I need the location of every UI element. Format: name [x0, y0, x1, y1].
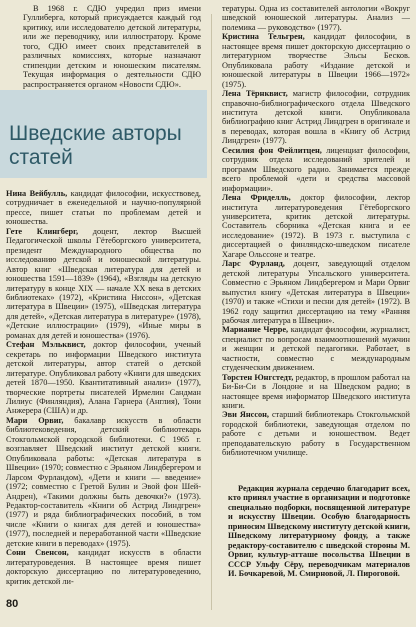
author-entry — [6, 340, 201, 416]
author-bios-left — [6, 189, 201, 586]
author-entry — [222, 4, 410, 32]
author-entry — [222, 146, 410, 193]
author-entry — [222, 89, 410, 146]
editorial-acknowledgement — [228, 484, 410, 579]
author-bios-right — [222, 0, 410, 458]
author-entry — [6, 227, 201, 340]
author-entry — [222, 32, 410, 89]
author-name: Мари Орвиг, — [6, 415, 64, 425]
author-entry — [6, 416, 201, 548]
column-divider — [211, 14, 212, 610]
intro-block — [0, 0, 201, 89]
author-description: кандидат искусств в области литературоведения. В настоящее время пишет докторскую диссертацию по литературоведению, критик детской ли- — [6, 548, 202, 586]
author-name: Лена Фриделль, — [222, 193, 291, 203]
author-name: Лена Тёрнквист, — [222, 89, 288, 99]
page-number: 80 — [6, 598, 19, 610]
editorial-note: Редакция журнала сердечно благодарит всех, кто принял участие в организации и подготовке специально подборки, посвященной литературе и искусству Швеции. Особую благодарность приносим Шведскому институту детской книги, Шведскому литературному фонду, а также редактору-составителю с шведской стороны М. Орвиг, культур-атташе посольства Швеции в СССР Ульфу Сёру, переводчикам материалов И. Бочкаревой, М. Смирновой, Л. Пироговой. — [228, 484, 410, 579]
author-name: Торстен Юнгстедт, — [222, 372, 294, 382]
author-description: кандидат философии, искусствовед, сотрудничает в еженедельной и научно-популярной прессе, пишет статьи по проблемам детей и юношества. — [6, 189, 202, 227]
author-description: магистр философии, сотрудник справочно-библиографического отдела Шведского института детской книги. Опубликовала библиографию книг Астрид Линдгрен в оригинале и в переводах, которая вошла в «Книгу об Астрид Линдгрен» (1977). — [222, 89, 410, 146]
author-name: Нина Вейбулль, — [6, 189, 68, 198]
author-entry — [222, 410, 410, 457]
left-column — [0, 0, 202, 89]
author-entry — [222, 193, 410, 259]
author-entry — [6, 189, 201, 227]
author-name: Сони Свенсон, — [6, 548, 69, 558]
author-description: доктор философии, лектор института литературоведения Гётеборгского университета, критик детской литературы. Составитель сборника «Детская книга и ее исследование» (1972). В 1973 г. выступила с диссертацией о финляндско-шведском писателе Хагаре Ольссоне и театре. — [222, 193, 410, 259]
author-description: доцент, лектор Высшей Педагогической школы Гётеборгского университета, президент Международного общества по исследованию детской и юношеской литературы. Автор книг «Шведская литература для детей и юношества 1591—1839» (1964), «Взгляды на детскую литературу в конце XIX — начале XX века в детских библиотеках» (1972), «Кристина Ниссон», «Детская литература в Швеции» (1975), «Шведская литература для детей», «Детская литература в литературе» (1978), «Детские иллюстрации» (1979), «Иные миры в романах для детей и юношества» (1976). — [6, 226, 201, 340]
author-description: доцент, заведующий отделом детской литературы Упсальского университета. Совместно с Эрьяном Линдбергером и Мари Орвиг выпустил книгу «Детская литература в Швеции» (1970) и также «Стихи и песни для детей» (1972). В 1962 году защитил диссертацию на тему «Ранняя рабочая литература в Швеции». — [222, 259, 410, 325]
intro-paragraph: В 1968 г. СДЮ учредил приз имени Гуллиберга, который присуждается каждый год критику, или исследователю детской литературы, или же переводчику, или иллюстратору. Кроме того, СДЮ имеет своих представителей в различных комиссиях, которые назначают стипендии детским и юношеским писателям. Текущая информация о деятельности СДЮ распространяется органом «Новости СДЮ». — [23, 4, 201, 89]
section-heading-block — [0, 90, 207, 178]
right-column — [222, 0, 410, 458]
author-entry — [222, 259, 410, 325]
author-name: Сесилия фон Фейлитцен, — [222, 145, 322, 155]
author-description: редактор, в прошлом работал на Би-Би-Си в Лондоне и на Шведском радио; в настоящее время информатор Шведского института книги. — [222, 372, 410, 411]
author-description: кандидат философии, в настоящее время пишет докторскую диссертацию о литературном творчестве Эльсы Бесков. Опубликовала работу «Издание детской и юношеской литературы в Швеции 1966—1972» (1975). — [222, 32, 410, 89]
author-description: тературы. Одна из составителей антологии «Вокруг шведской юношеской литературы. Анализ — полемика — руководство» (1977). — [222, 4, 410, 32]
section-title: Шведские авторы статей — [9, 122, 182, 169]
author-name: Кристина Тельгрен, — [222, 32, 305, 42]
author-description: кандидат философии, журналист, специалист по вопросам взаимоотношений мужчин и женщин и детской педагогики. Работает, в частности, совместно с международным студенческим движением. — [222, 325, 410, 373]
author-entry — [222, 373, 410, 411]
author-name: Гете Клингберг, — [6, 226, 79, 236]
author-description: лиценциат философии, сотрудник отдела исследований зрителей и программ Шведского радио. Занимается прежде всего проблемой «дети и средства массовой информации». — [222, 145, 410, 193]
author-name: Марианне Черре, — [222, 325, 289, 335]
author-name: Ларс Фурланд, — [222, 259, 285, 269]
author-name: Стефан Мэльквист, — [6, 340, 86, 350]
author-description: бакалавр искусств в области библиотековедения, детский библиотекарь Стокгольмской городской библиотеки. С 1965 г. возглавляет Шведский институт детской книги. Опубликовала работы: «Детская литература в Швеции» (1970; совместно с Эрьяном Линдбергером и Ларсом Фурландом), «Дети и книги — введение» (1972; совместно с Гретой Булин и Эвой фон Шей-Андрен), «Такими должны быть девочки?» (1973). Редактор-составитель «Книги об Астрид Линдгрен» (1977) и ряда библиографических пособий, в том числе «Книги о книгах для детей и юношества» (1977), последней и переработанной части «Шведские детские книги в переводах» (1975). — [6, 415, 201, 548]
author-entry — [222, 325, 410, 372]
author-name: Эви Янссон, — [222, 410, 270, 420]
author-description: доктор философии, ученый секретарь по информации Шведского института детской литературы, автор статей о детской литературе. Опубликовал работу «Книги для шведских детей 1870—1950. Квантитативный анализ» (1977), творческие портреты писателей Ирмелин Сандман Лилиус (Финляндия), Алана Гарнера (Англия), Тони Анжерера (США) и др. — [6, 340, 201, 416]
author-entry — [6, 548, 201, 586]
author-description: старший библиотекарь Стокгольмской городской библиотеки, заведующая отделом по работе с детьми и юношеством. Ведет преподавательскую работу в Государственном библиотечном училище. — [222, 410, 410, 458]
